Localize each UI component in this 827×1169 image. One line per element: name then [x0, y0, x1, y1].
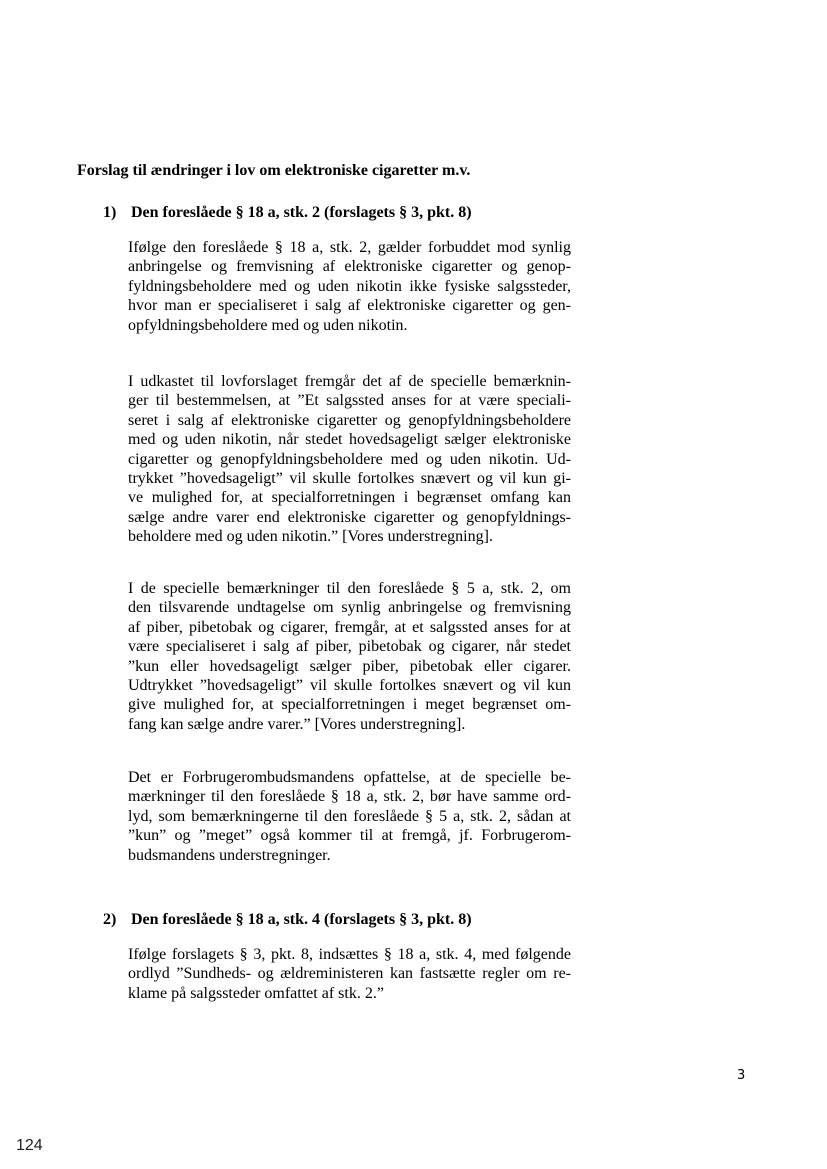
text-line: ”kun” og ”meget” også kommer til at fremgå, jf. Forbrugerom- — [128, 827, 571, 845]
text-line: beholdere med og uden nikotin.” [Vores understregning]. — [128, 528, 493, 546]
text-line: med og uden nikotin, når stedet hovedsageligt sælger elektroniske — [128, 431, 571, 449]
text-line: budsmandens understregninger. — [128, 846, 331, 864]
paragraph — [128, 768, 571, 865]
text-line: være specialiseret i salg af piber, pibetobak og cigarer, når stedet — [128, 638, 571, 656]
text-line: Ifølge den foreslåede § 18 a, stk. 2, gælder forbuddet mod synlig — [128, 239, 571, 256]
page-number: 3 — [737, 1068, 746, 1083]
section-number: 1) — [103, 204, 117, 221]
text-line: hvor man er specialiseret i salg af elektroniske cigaretter og gen- — [128, 297, 571, 315]
text-line: fang kan sælge andre varer.” [Vores understregning]. — [128, 715, 466, 733]
paragraph-quote — [128, 372, 571, 547]
paragraph-quote — [128, 579, 571, 734]
text-line: ordlyd ”Sundheds- og ældreministeren kan fastsætte regler om re- — [128, 965, 571, 983]
paragraph — [128, 238, 571, 335]
text-line: ger til bestemmelsen, at ”Et salgssted anses for at være speciali- — [128, 392, 571, 410]
text-line: ”kun eller hovedsageligt sælger piber, pibetobak eller cigarer. — [128, 657, 571, 675]
text-line: klame på salgssteder omfattet af stk. 2.” — [128, 984, 384, 1002]
text-line: I udkastet til lovforslaget fremgår det af de specielle bemærknin- — [128, 373, 571, 390]
section-heading-text: Den foreslåede § 18 a, stk. 4 (forslagets § 3, pkt. 8) — [131, 911, 472, 928]
text-line: den tilsvarende undtagelse om synlig anbringelse og fremvisning — [128, 599, 571, 617]
text-line: I de specielle bemærkninger til den foreslåede § 5 a, stk. 2, om — [128, 580, 571, 597]
section-heading-text: Den foreslåede § 18 a, stk. 2 (forslagets § 3, pkt. 8) — [131, 204, 472, 221]
text-line: opfyldningsbeholdere med og uden nikotin. — [128, 316, 408, 334]
text-line: Udtrykket ”hovedsageligt” vil skulle fortolkes snævert og vil kun — [128, 677, 571, 695]
text-line: anbringelse og fremvisning af elektroniske cigaretter og genop- — [128, 258, 571, 276]
text-line: sælge andre varer end elektroniske cigaretter og genopfyldnings- — [128, 508, 571, 526]
page-title: Forslag til ændringer i lov om elektroniske cigaretter m.v. — [77, 162, 471, 179]
text-line: Ifølge forslagets § 3, pkt. 8, indsættes § 18 a, stk. 4, med følgende — [128, 946, 571, 963]
paragraph-quote — [128, 945, 571, 1003]
text-line: trykket ”hovedsageligt” vil skulle fortolkes snævert og vil kun gi- — [128, 470, 571, 488]
text-line: give mulighed for, at specialforretningen i meget begrænset om- — [128, 696, 571, 714]
document-page-number: 124 — [16, 1137, 43, 1154]
text-line: mærkninger til den foreslåede § 18 a, stk. 2, bør have samme ord- — [128, 788, 571, 806]
text-line: ve mulighed for, at specialforretningen i begrænset omfang kan — [128, 489, 571, 507]
section-heading — [103, 203, 763, 223]
text-line: seret i salg af elektroniske cigaretter og genopfyldningsbeholdere — [128, 411, 571, 429]
text-line: af piber, pibetobak og cigarer, fremgår, at et salgssted anses for at — [128, 618, 571, 636]
text-line: fyldningsbeholdere med og uden nikotin ikke fysiske salgssteder, — [128, 277, 571, 295]
text-line: cigaretter og genopfyldningsbeholdere med og uden nikotin. Ud- — [128, 450, 571, 468]
text-line: lyd, som bemærkningerne til den foreslåede § 5 a, stk. 2, sådan at — [128, 807, 571, 825]
section-number: 2) — [103, 911, 117, 928]
section-heading — [103, 910, 763, 930]
text-line: Det er Forbrugerombudsmandens opfattelse, at de specielle be- — [128, 769, 571, 786]
